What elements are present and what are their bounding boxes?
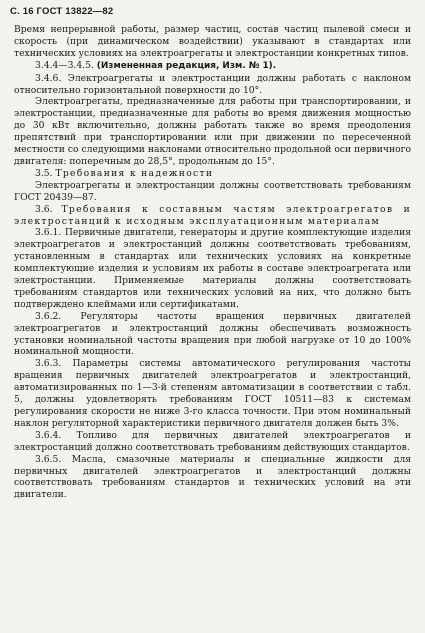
paragraph-reliability: Электроагрегаты и электростанции должны соответствовать требованиям ГОСТ 20439—87.: [14, 179, 411, 203]
paragraph-transport: Электроагрегаты, предназначенные для работы при транспортировании, и электростанции, предназначенные для работы во время движения мощностью до 30 кВт включительно, должны работать также во время преодоления препятствий при транспортировании или при движении по пересеченной местности со следующими наклонами относительно продольной оси первичного двигателя: поперечным до 28,5°, продольным до 15°.: [14, 96, 411, 167]
amendment-note: (Измененная редакция, Изм. № 1).: [96, 60, 277, 71]
paragraph-3-6-2: 3.6.2. Регуляторы частоты вращения первичных двигателей электроагрегатов и электростанций должны обеспечивать возможность установки номинальной частоты вращения при любой нагрузке от 10 до 100% номинальной мощности.: [14, 310, 411, 358]
section-heading-components: 3.6. Требования к составным частям электроагрегатов и электростанций к исходным эксплуатационным материалам: [14, 203, 411, 227]
page-header: С. 16 ГОСТ 13822—82: [10, 6, 114, 17]
paragraph-3-6-1: 3.6.1. Первичные двигатели, генераторы и другие комплектующие изделия электроагрегатов и электростанций должны соответствовать требованиям, установленным в стандартах или технических условиях на конкретные комплектующие изделия и условиям их работы в составе электроагрегата или электростанции. Применяемые материалы должны соответствовать требованиям стандартов или технических условий на них, что должно быть подтверждено клеймами или сертификатами.: [14, 227, 411, 310]
paragraph-3-6-3: 3.6.3. Параметры системы автоматического регулирования частоты вращения первичных двигателей электроагрегатов и электростанций, автоматизированных по 1—3-й степеням автоматизации в соответствии с табл. 5, должны удовлетворять требованиям ГОСТ 10511—83 к системам регулирования скорости не ниже 3-го класса точности. При этом номинальный наклон регуляторной характеристики первичного двигателя должен быть 3%.: [14, 358, 411, 429]
paragraph-amendment: 3.4.4—3.4.5. (Измененная редакция, Изм. № 1).: [35, 59, 277, 71]
document-body: [14, 24, 411, 501]
paragraph-continuation: Время непрерывной работы, размер частиц, состав частиц пылевой смеси и скорость (при динамическом воздействии) указывают в стандартах или технических условиях на электроагрегаты и электростанции конкретных типов.: [14, 24, 411, 59]
paragraph-3-6-4: 3.6.4. Топливо для первичных двигателей электроагрегатов и электростанций должно соответствовать требованиям действующих стандартов.: [14, 429, 411, 453]
section-heading-reliability: 3.5. Требования к надежности: [35, 167, 214, 179]
paragraph-3-6-5: 3.6.5. Масла, смазочные материалы и специальные жидкости для первичных двигателей электроагрегатов и электростанций должны соответствовать требованиям стандартов и технических условий на эти двигатели.: [14, 453, 411, 501]
paragraph-3-4-6: 3.4.6. Электроагрегаты и электростанции должны работать с наклоном относительно горизонтальной поверхности до 10°.: [14, 72, 411, 96]
